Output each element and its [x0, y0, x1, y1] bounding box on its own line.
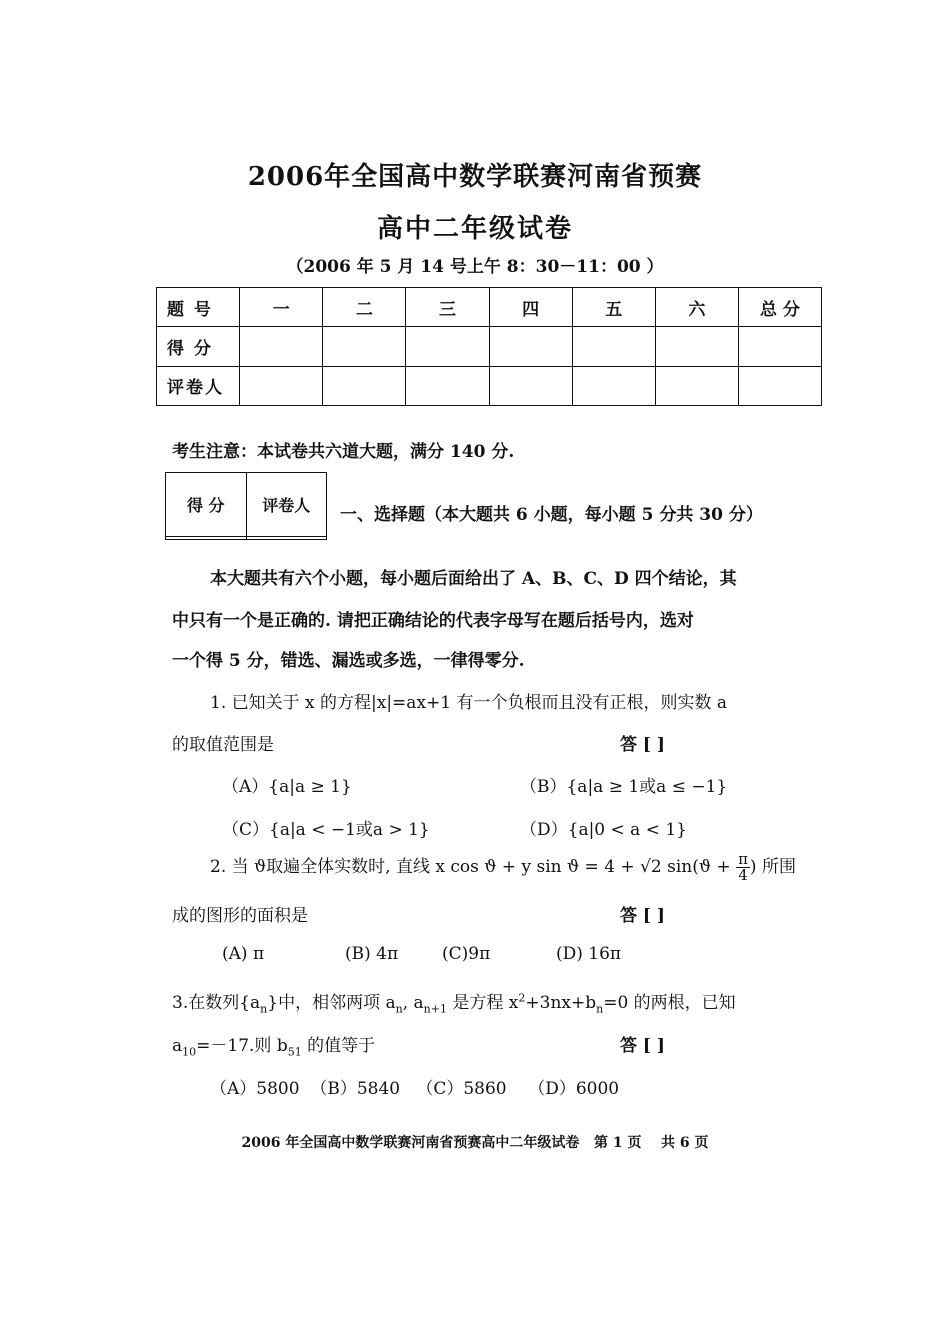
table-cell: [406, 327, 489, 366]
q1-option-a: （A）{a|a ≥ 1}: [222, 777, 352, 797]
q2-option-a: (A) π: [222, 944, 265, 964]
q3-part: +3nx+b: [525, 993, 597, 1013]
q1-text: 1. 已知关于 x 的方程|x|=ax+1 有一个负根而且没有正根，则实数 a: [210, 693, 728, 713]
q1-text-2: 的取值范围是: [172, 735, 274, 755]
q2-text-pre: 2. 当 ϑ取遍全体实数时, 直线 x cos ϑ + y sin ϑ = 4 + √2 sin(ϑ +: [210, 857, 737, 877]
q3-sub: n: [260, 1002, 268, 1016]
score-table: [156, 287, 822, 406]
table-cell: [738, 327, 821, 366]
table-row: [166, 537, 327, 540]
table-cell: [406, 366, 489, 405]
q3-part: =0 的两根，已知: [603, 993, 736, 1013]
q3-part: }中，相邻两项 a: [267, 993, 396, 1013]
q1-option-d: （D）{a|0 < a < 1}: [520, 820, 687, 840]
table-header-cell: 五: [572, 288, 655, 327]
q3-part: 3.在数列{a: [172, 993, 261, 1013]
section-title: 一、选择题（本大题共 6 小题，每小题 5 分共 30 分）: [340, 505, 763, 525]
q3-sub: n: [395, 1002, 403, 1016]
table-cell: [572, 366, 655, 405]
table-cell: [166, 537, 247, 540]
table-cell: [489, 366, 572, 405]
q2-text-post: ) 所围: [749, 857, 796, 877]
table-header-cell: 总 分: [738, 288, 821, 327]
table-header-cell: 六: [655, 288, 738, 327]
table-row-label: 评卷人: [157, 366, 240, 405]
section-score-table: [165, 472, 327, 540]
q3-part: 的值等于: [301, 1036, 376, 1056]
table-row: [166, 473, 327, 537]
q3-sub: 51: [287, 1045, 302, 1059]
table-header-cell: 四: [489, 288, 572, 327]
table-cell: [323, 366, 406, 405]
table-cell: [246, 537, 327, 540]
intro-line-3: 一个得 5 分，错选、漏选或多选，一律得零分.: [172, 651, 525, 671]
q2-option-d: (D) 16π: [556, 944, 622, 964]
q3-sub: n: [596, 1002, 604, 1016]
q3-sub: 10: [182, 1045, 197, 1059]
q3-text: [172, 988, 736, 1015]
table-cell: [572, 327, 655, 366]
intro-line-2: 中只有一个是正确的. 请把正确结论的代表字母写在题后括号内，选对: [172, 611, 694, 631]
q2-text: [210, 852, 796, 883]
table-cell: [655, 366, 738, 405]
table-cell: [240, 366, 323, 405]
q3-sub: n+1: [423, 1002, 447, 1016]
table-header-cell: 得 分: [166, 473, 247, 537]
exam-time: （2006 年 5 月 14 号上午 8：30－11：00 ）: [286, 257, 664, 277]
table-row: [157, 366, 822, 405]
q3-part: a: [172, 1036, 183, 1056]
table-header-cell: 题 号: [157, 288, 240, 327]
table-row: [157, 288, 822, 327]
q2-option-c: (C)9π: [442, 944, 491, 964]
fraction-denominator: 4: [738, 866, 748, 884]
pi-over-four-fraction: [736, 852, 750, 883]
exam-notice: 考生注意：本试卷共六道大题，满分 140 分.: [172, 442, 515, 462]
q1-option-b: （B）{a|a ≥ 1或a ≤ −1}: [520, 777, 728, 797]
q3-answer-bracket: 答 [ ]: [620, 1036, 665, 1056]
table-cell: [323, 327, 406, 366]
table-cell: [738, 366, 821, 405]
q3-part: 是方程 x: [446, 993, 519, 1013]
table-header-cell: 评卷人: [246, 473, 327, 537]
q1-option-c: （C）{a|a < −1或a > 1}: [222, 820, 430, 840]
table-header-cell: 三: [406, 288, 489, 327]
q2-answer-bracket: 答 [ ]: [620, 906, 665, 926]
table-row: [157, 327, 822, 366]
intro-line-1: 本大题共有六个小题，每小题后面给出了 A、B、C、D 四个结论，其: [210, 569, 737, 589]
exam-subtitle: 高中二年级试卷: [376, 214, 573, 244]
q3-part: , a: [402, 993, 424, 1013]
q2-text-2: 成的图形的面积是: [172, 906, 308, 926]
table-cell: [240, 327, 323, 366]
fraction-numerator: π: [738, 850, 748, 868]
q3-sup: 2: [518, 991, 526, 1005]
page-footer: 2006 年全国高中数学联赛河南省预赛高中二年级试卷 第 1 页 共 6 页: [241, 1135, 709, 1151]
table-header-cell: 一: [240, 288, 323, 327]
q3-text-2: [172, 1031, 375, 1058]
q1-answer-bracket: 答 [ ]: [620, 735, 665, 755]
table-row-label: 得 分: [157, 327, 240, 366]
table-cell: [655, 327, 738, 366]
q3-part: =－17.则 b: [196, 1036, 288, 1056]
exam-title: 2006年全国高中数学联赛河南省预赛: [247, 162, 703, 192]
table-cell: [489, 327, 572, 366]
q3-options: （A）5800 （B）5840 （C）5860 （D）6000: [210, 1079, 620, 1099]
table-header-cell: 二: [323, 288, 406, 327]
q2-option-b: (B) 4π: [345, 944, 399, 964]
